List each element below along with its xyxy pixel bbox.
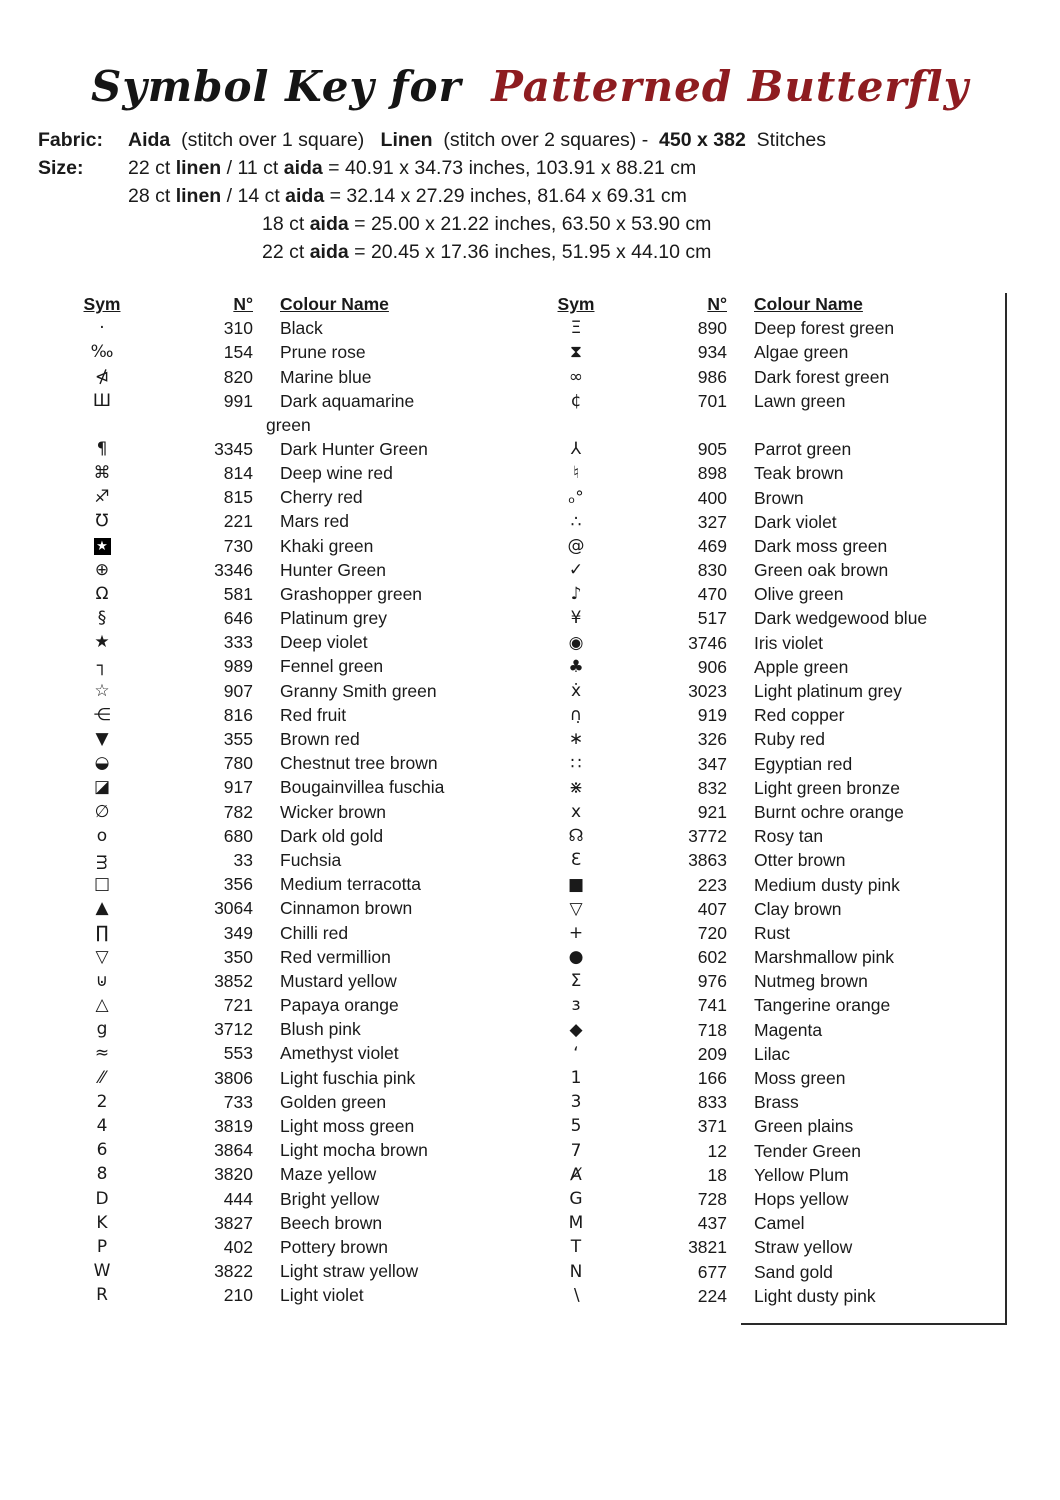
- thread-number: 166: [697, 1068, 727, 1088]
- colour-name: Beech brown: [280, 1212, 383, 1233]
- symbol-glyph: ∅: [94, 801, 110, 822]
- colour-name: Blush pink: [280, 1019, 361, 1040]
- symbol-glyph: 8: [96, 1164, 108, 1185]
- thread-number: 991: [223, 390, 253, 411]
- size-lines: [128, 154, 711, 266]
- symbol-glyph: ♪: [570, 584, 582, 605]
- stitch-suffix: Stitches: [756, 129, 827, 151]
- size-bold: aida: [285, 185, 325, 207]
- symbol-glyph: ∖: [570, 1285, 582, 1306]
- symbol-glyph: ¥: [570, 608, 582, 629]
- size-label: Size:: [38, 157, 84, 179]
- colour-name: Brown red: [280, 729, 360, 749]
- col-header-sym: Sym: [557, 294, 595, 314]
- page-title: [0, 62, 1060, 111]
- colour-name: Dark wedgewood blue: [754, 608, 928, 629]
- thread-number: 221: [223, 511, 253, 532]
- thread-number: 33: [233, 849, 253, 870]
- symbol-glyph: ●: [568, 947, 584, 968]
- symbol-glyph: ⊕: [94, 559, 110, 580]
- symbol-glyph: ✓: [568, 560, 584, 581]
- symbol-glyph: ⊍: [95, 970, 109, 991]
- size-line-4: [262, 238, 711, 266]
- size-bold: linen: [175, 185, 222, 207]
- colour-name: Deep wine red: [280, 462, 393, 483]
- colour-name: Platinum grey: [280, 608, 387, 629]
- colour-name: Brass: [754, 1092, 799, 1113]
- thread-number: 3822: [214, 1261, 253, 1282]
- colour-name: Green plains: [754, 1116, 854, 1137]
- colour-name: Nutmeg brown: [754, 971, 868, 992]
- symbol-glyph: Σ: [570, 971, 582, 992]
- symbol-glyph: g: [96, 1019, 108, 1040]
- fabric-linen: Linen: [380, 129, 433, 151]
- thread-number: [647, 413, 727, 437]
- colour-name: Camel: [754, 1213, 805, 1234]
- symbol-glyph: ◉: [568, 632, 584, 653]
- symbol-glyph: ▼: [95, 729, 109, 749]
- colour-name: Green oak brown: [754, 560, 889, 581]
- thread-number: 327: [697, 511, 727, 532]
- thread-number: 906: [697, 656, 727, 677]
- thread-number: 3746: [688, 632, 727, 653]
- thread-number: 830: [697, 560, 727, 581]
- symbol-glyph: K: [96, 1212, 108, 1233]
- symbol-glyph: 3: [570, 1092, 582, 1113]
- symbol-glyph: D: [95, 1188, 109, 1209]
- size-text: = 25.00 x 21.22 inches, 63.50 x 53.90 cm: [348, 213, 712, 235]
- thread-number: 371: [697, 1116, 727, 1137]
- symbol-glyph: ɜ: [571, 995, 581, 1016]
- colour-name: Ruby red: [754, 729, 826, 750]
- symbol-glyph: ⋪: [94, 366, 110, 387]
- col-header-number: N°: [707, 294, 727, 314]
- colour-name: Mustard yellow: [280, 970, 397, 991]
- title-black-part: Symbol Key for: [91, 62, 462, 111]
- size-line-3: [262, 210, 711, 238]
- thread-number: 3827: [214, 1212, 253, 1233]
- size-text: 22 ct: [262, 241, 310, 263]
- symbol-glyph: ┐: [96, 656, 108, 677]
- fabric-size-info: [38, 126, 826, 266]
- colour-name: Olive green: [754, 584, 844, 605]
- symbol-glyph: 5: [570, 1116, 582, 1137]
- thread-number: 469: [697, 535, 727, 556]
- colour-name: Iris violet: [754, 632, 824, 653]
- colour-name: Light dusty pink: [754, 1285, 876, 1306]
- colour-name: Bright yellow: [280, 1188, 380, 1209]
- symbol-glyph: ᴟ: [96, 849, 108, 870]
- colour-name: Sand gold: [754, 1261, 833, 1282]
- thread-number: 720: [697, 922, 727, 943]
- symbol-glyph: G: [569, 1188, 583, 1209]
- symbol-glyph: ⋲: [93, 704, 111, 725]
- symbol-glyph: Ш: [92, 390, 112, 411]
- symbol-glyph: ⁄⁄: [99, 1067, 105, 1088]
- thread-number: 814: [223, 462, 253, 483]
- colour-name: Light platinum grey: [754, 681, 902, 701]
- symbol-glyph: ·: [99, 318, 105, 339]
- thread-number: 907: [223, 680, 253, 701]
- symbol-glyph: ⅄: [570, 439, 582, 460]
- symbol-glyph: ≈: [94, 1043, 110, 1064]
- symbol-glyph: ∷: [570, 753, 582, 774]
- symbol-glyph: ∏: [95, 922, 109, 943]
- size-text: / 11 ct: [221, 157, 284, 179]
- fabric-row: [38, 126, 826, 154]
- thread-number: 741: [697, 995, 727, 1016]
- thread-number: 3712: [214, 1019, 253, 1040]
- symbol-glyph: ◒: [94, 753, 110, 774]
- colour-name: Deep forest green: [754, 318, 895, 339]
- fabric-aida: Aida: [128, 129, 171, 151]
- thread-number: 677: [697, 1261, 727, 1282]
- colour-name: Red vermillion: [280, 946, 391, 967]
- fabric-text: [128, 126, 826, 154]
- size-text: 18 ct: [262, 213, 310, 235]
- thread-number: 12: [707, 1140, 727, 1161]
- thread-number: 444: [223, 1188, 253, 1209]
- thread-number: 154: [223, 342, 253, 363]
- symbol-glyph: ◆: [569, 1019, 583, 1040]
- symbol-glyph: △: [95, 995, 109, 1016]
- thread-number: 921: [697, 801, 727, 822]
- colour-name: Red fruit: [280, 704, 347, 725]
- thread-number: 833: [697, 1092, 727, 1113]
- colour-name: Black: [280, 318, 323, 339]
- col-header-number: N°: [233, 294, 253, 314]
- symbol-glyph: ∞: [568, 366, 584, 387]
- symbol-glyph: ∗: [568, 729, 584, 750]
- size-line-2: [128, 182, 711, 210]
- symbol-glyph: 6: [96, 1140, 108, 1161]
- symbol-glyph: N: [569, 1261, 583, 1282]
- symbol-glyph: ∴: [570, 511, 582, 532]
- thread-number: 721: [223, 995, 253, 1016]
- colour-name: Light moss green: [280, 1116, 415, 1136]
- thread-number: 733: [223, 1091, 253, 1112]
- colour-name: Dark Hunter Green: [280, 438, 428, 459]
- thread-number: 402: [223, 1236, 253, 1257]
- colour-name: Cherry red: [280, 487, 363, 508]
- colour-name: Lawn green: [754, 390, 846, 411]
- colour-name: Dark old gold: [280, 825, 384, 846]
- colour-name: Light fuschia pink: [280, 1067, 416, 1088]
- colour-name: Lilac: [754, 1043, 790, 1064]
- colour-name: Rosy tan: [754, 826, 824, 847]
- thread-number: 3821: [688, 1237, 727, 1258]
- thread-number: 986: [697, 366, 727, 387]
- colour-name: Hops yellow: [754, 1188, 849, 1209]
- colour-name: Fennel green: [280, 656, 384, 677]
- size-text: 28 ct: [128, 185, 176, 207]
- colour-name: Medium dusty pink: [754, 874, 900, 895]
- symbol-glyph: +: [568, 922, 584, 943]
- thread-number: 815: [223, 487, 253, 508]
- symbol-glyph: M: [568, 1213, 584, 1234]
- thread-number: 3852: [214, 970, 253, 991]
- thread-number: 3863: [688, 850, 727, 871]
- colour-name: Straw yellow: [754, 1237, 853, 1258]
- thread-number: 890: [697, 318, 727, 339]
- fabric-linen-note: (stitch over 2 squares) -: [443, 129, 649, 151]
- size-line-1: [128, 154, 711, 182]
- thread-number: 470: [697, 584, 727, 605]
- symbol-glyph: 1: [570, 1068, 582, 1088]
- size-text: 22 ct: [128, 157, 176, 179]
- symbol-glyph: ẋ: [570, 681, 582, 701]
- symbol-glyph: W: [93, 1261, 111, 1282]
- thread-number: 3819: [214, 1116, 253, 1136]
- size-text: / 14 ct: [221, 185, 286, 207]
- thread-number: 407: [697, 898, 727, 919]
- colour-name: Otter brown: [754, 850, 846, 871]
- symbol-glyph: Ɛ: [570, 850, 582, 871]
- thread-number: 3345: [214, 438, 253, 459]
- symbol-glyph: x: [570, 801, 582, 822]
- thread-number: 3806: [214, 1067, 253, 1088]
- colour-name: Light violet: [280, 1285, 364, 1306]
- symbol-glyph: @: [567, 535, 585, 556]
- thread-number: 917: [223, 777, 253, 798]
- thread-number: 437: [697, 1213, 727, 1234]
- thread-number: 3346: [214, 559, 253, 580]
- symbol-glyph: ☊: [568, 826, 584, 847]
- symbol-glyph: ♣: [568, 656, 584, 677]
- colour-name: Marshmallow pink: [754, 947, 895, 968]
- colour-name: Parrot green: [754, 439, 852, 460]
- size-bold: aida: [309, 213, 349, 235]
- colour-name: Chilli red: [280, 922, 349, 943]
- symbol-glyph: ʻ: [573, 1043, 579, 1064]
- symbol-glyph: ★: [94, 632, 110, 653]
- thread-number: 976: [697, 971, 727, 992]
- colour-name: Mars red: [280, 511, 350, 532]
- colour-name: [754, 413, 964, 437]
- thread-number: 680: [223, 825, 253, 846]
- thread-number: 989: [223, 656, 253, 677]
- colour-name: Grashopper green: [280, 583, 423, 604]
- thread-number: 919: [697, 705, 727, 726]
- symbol-glyph: ♐: [94, 487, 110, 508]
- thread-number: 400: [697, 487, 727, 508]
- symbol-glyph: R: [96, 1285, 108, 1306]
- colour-name: Algae green: [754, 342, 849, 363]
- symbol-glyph: [532, 413, 620, 437]
- colour-name: Tangerine orange: [754, 995, 891, 1016]
- thread-number: 905: [697, 439, 727, 460]
- symbol-glyph: ¢: [570, 390, 582, 411]
- thread-number: 782: [223, 801, 253, 822]
- col-header-sym: Sym: [83, 294, 121, 314]
- thread-number: 3023: [688, 681, 727, 701]
- size-text: = 20.45 x 17.36 inches, 51.95 x 44.10 cm: [348, 241, 712, 263]
- symbol-glyph: ▲: [95, 898, 109, 919]
- thread-number: 310: [223, 318, 253, 339]
- colour-name: Apple green: [754, 656, 849, 677]
- thread-number: 3864: [214, 1140, 253, 1161]
- symbol-glyph: ‰: [90, 342, 114, 363]
- thread-number: 349: [223, 922, 253, 943]
- symbol-glyph: ⌘: [93, 462, 111, 483]
- symbol-glyph: o: [96, 825, 108, 846]
- thread-number: 3820: [214, 1164, 253, 1185]
- colour-name: Fuchsia: [280, 849, 342, 870]
- thread-number: 223: [697, 874, 727, 895]
- symbol-glyph: T: [570, 1237, 582, 1258]
- thread-number: 780: [223, 753, 253, 774]
- colour-name: Papaya orange: [280, 995, 399, 1016]
- inverse-square-star: ★: [94, 538, 111, 555]
- colour-name: Golden green: [280, 1091, 387, 1112]
- symbol-glyph: ₒ°: [568, 487, 584, 508]
- colour-name: Burnt ochre orange: [754, 801, 904, 822]
- colour-name: Tender Green: [754, 1140, 862, 1161]
- colour-name: Prune rose: [280, 342, 366, 363]
- thread-number: 209: [697, 1043, 727, 1064]
- thread-number: 701: [697, 390, 727, 411]
- thread-number: 646: [223, 608, 253, 629]
- thread-number: 356: [223, 874, 253, 895]
- thread-number: 718: [697, 1019, 727, 1040]
- thread-number: 326: [697, 729, 727, 750]
- thread-number: 347: [697, 753, 727, 774]
- thread-number: 898: [697, 463, 727, 484]
- thread-number: 553: [223, 1043, 253, 1064]
- symbol-glyph: ▽: [95, 946, 109, 967]
- colour-name: Chestnut tree brown: [280, 753, 438, 774]
- symbol-glyph: □: [93, 874, 111, 895]
- colour-name: Brown: [754, 487, 804, 508]
- colour-name: Magenta: [754, 1019, 823, 1040]
- colour-name: Bougainvillea fuschia: [280, 777, 445, 798]
- size-row: [38, 154, 826, 266]
- fabric-aida-note: (stitch over 1 square): [181, 129, 365, 151]
- thread-number: 350: [223, 946, 253, 967]
- colour-name: Dark violet: [754, 511, 837, 532]
- size-text: = 32.14 x 27.29 inches, 81.64 x 69.31 cm: [324, 185, 687, 207]
- colour-name: Teak brown: [754, 463, 844, 484]
- thread-number: 224: [697, 1285, 727, 1306]
- col-header-colour-name: Colour Name: [754, 294, 863, 314]
- colour-name: Light mocha brown: [280, 1140, 428, 1161]
- thread-number: 3772: [688, 826, 727, 847]
- colour-name: Egyptian red: [754, 753, 853, 774]
- thread-number: 210: [223, 1285, 253, 1306]
- colour-name: Medium terracotta: [280, 874, 422, 895]
- colour-name: Pottery brown: [280, 1236, 388, 1257]
- symbol-glyph: ⋇: [568, 777, 584, 798]
- symbol-glyph: Ⱥ: [570, 1164, 582, 1185]
- stitch-count: 450 x 382: [659, 129, 746, 151]
- thread-number: 18: [707, 1164, 727, 1185]
- symbol-glyph: ♮: [572, 463, 580, 484]
- size-bold: aida: [283, 157, 323, 179]
- thread-number: 832: [697, 777, 727, 798]
- symbol-glyph: ℧: [95, 511, 109, 532]
- symbol-glyph: ▽: [569, 898, 583, 919]
- symbol-glyph: §: [97, 608, 107, 629]
- title-pattern-name: Patterned Butterfly: [491, 62, 969, 111]
- symbol-key-table-right: [532, 292, 964, 1308]
- symbol-glyph: Ω: [95, 583, 109, 604]
- thread-number: 602: [697, 947, 727, 968]
- thread-number: 816: [223, 704, 253, 725]
- colour-name: Amethyst violet: [280, 1043, 399, 1064]
- thread-number: 820: [223, 366, 253, 387]
- thread-number: 730: [223, 535, 253, 556]
- colour-name: Rust: [754, 922, 790, 943]
- symbol-glyph: ■: [567, 874, 585, 895]
- colour-name: Deep violet: [280, 632, 368, 653]
- thread-number: 355: [223, 729, 253, 749]
- thread-number: 517: [697, 608, 727, 629]
- colour-name: Khaki green: [280, 535, 374, 556]
- colour-name: Granny Smith green: [280, 680, 437, 701]
- colour-name: Maze yellow: [280, 1164, 377, 1185]
- colour-name: Clay brown: [754, 898, 842, 919]
- colour-name: Cinnamon brown: [280, 898, 413, 919]
- right-border-line: [1005, 293, 1007, 1325]
- colour-name: Hunter Green: [280, 559, 387, 580]
- symbol-glyph: ¶: [96, 438, 108, 459]
- colour-name: Marine blue: [280, 366, 372, 387]
- thread-number: 728: [697, 1188, 727, 1209]
- symbol-glyph: 7: [570, 1140, 582, 1161]
- thread-number: 333: [223, 632, 253, 653]
- symbol-glyph: 2: [96, 1091, 108, 1112]
- colour-name: Light green bronze: [754, 777, 900, 798]
- bottom-border-line: [741, 1323, 1007, 1325]
- symbol-glyph: ☆: [94, 680, 110, 701]
- symbol-glyph: ⧗: [570, 342, 582, 363]
- colour-name: Moss green: [754, 1068, 846, 1088]
- symbol-glyph: 4: [96, 1116, 108, 1136]
- colour-name: Red copper: [754, 705, 845, 726]
- col-header-colour-name: Colour Name: [280, 294, 389, 314]
- symbol-key-table-left: [58, 292, 490, 1308]
- size-bold: linen: [175, 157, 222, 179]
- thread-number: 3064: [214, 898, 253, 919]
- thread-number: 581: [223, 583, 253, 604]
- thread-number: 934: [697, 342, 727, 363]
- colour-name: Dark forest green: [754, 366, 890, 387]
- colour-name: Wicker brown: [280, 801, 386, 822]
- symbol-glyph: [58, 534, 146, 558]
- colour-name: Yellow Plum: [754, 1164, 849, 1185]
- symbol-glyph: ∩̣: [569, 705, 583, 726]
- colour-name: Light straw yellow: [280, 1261, 419, 1282]
- colour-name: Dark moss green: [754, 535, 888, 556]
- size-text: = 40.91 x 34.73 inches, 103.91 x 88.21 cm: [322, 157, 697, 179]
- symbol-glyph: P: [96, 1236, 108, 1257]
- fabric-label: Fabric:: [38, 129, 104, 151]
- symbol-glyph: Ξ: [570, 318, 582, 339]
- symbol-glyph: ◪: [93, 777, 111, 798]
- size-bold: aida: [309, 241, 349, 263]
- colour-name: Dark aquamarine green: [266, 390, 415, 435]
